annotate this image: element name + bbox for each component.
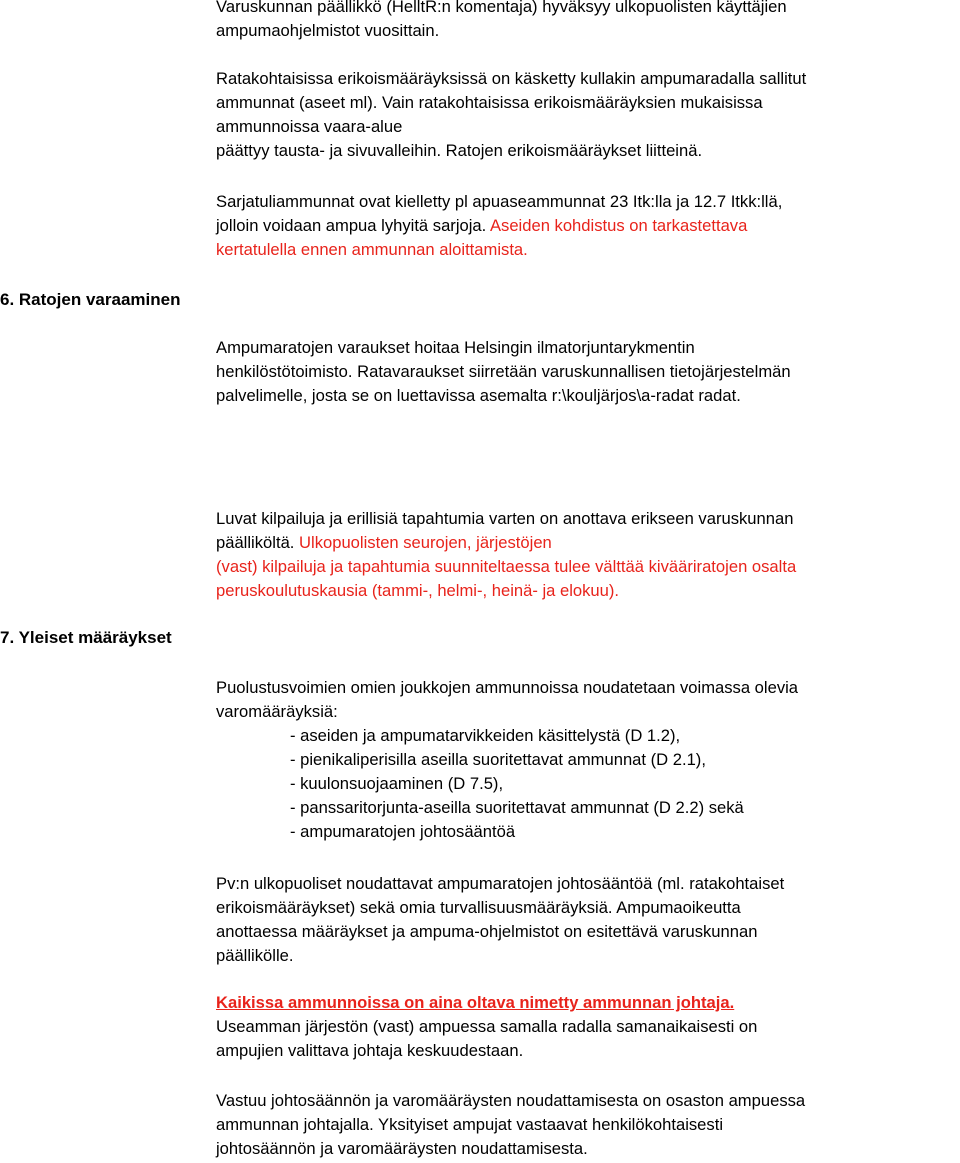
text-line: varomääräyksiä: (216, 702, 338, 721)
red-emphasis-text: Ulkopuolisten seurojen, järjestöjen (294, 533, 552, 552)
red-emphasis-text: peruskoulutuskausia (tammi-, helmi-, heinä- ja elokuu). (216, 581, 620, 600)
list-item: - panssaritorjunta-aseilla suoritettavat ammunnat (D 2.2) sekä (290, 798, 744, 817)
section-heading-ratojen-varaaminen: 6. Ratojen varaaminen (0, 290, 181, 309)
paragraph-varomaaraykset (216, 676, 956, 844)
red-emphasis-text: Aseiden kohdistus on tarkastettava (486, 216, 748, 235)
text-line: anottaessa määräykset ja ampuma-ohjelmistot on esitettävä varuskunnan (216, 922, 758, 941)
paragraph-kilpailuluvat (216, 507, 956, 603)
list-item: - pienikaliperisilla aseilla suoritettavat ammunnat (D 2.1), (290, 750, 706, 769)
text-segment: päälliköltä. (216, 533, 295, 552)
text-line: ampujien valittava johtaja keskuudestaan. (216, 1041, 524, 1060)
paragraph-vastuu (216, 1089, 956, 1161)
bold-red-emphasis-text: Kaikissa ammunnoissa on aina oltava nimetty ammunnan johtaja. (216, 993, 735, 1012)
text-line: johtosäännön ja varomääräysten noudattamisesta. (216, 1139, 588, 1158)
text-line: Puolustusvoimien omien joukkojen ammunnoissa noudatetaan voimassa olevia (216, 678, 799, 697)
text-line: Ratakohtaisissa erikoismääräyksissä on käsketty kullakin ampumaradalla sallitut (216, 69, 807, 88)
text-line: palvelimelle, josta se on luettavissa asemalta r:\kouljärjos\a-radat radat. (216, 386, 741, 405)
text-line: päättyy tausta- ja sivuvalleihin. Ratojen erikoismääräykset liitteinä. (216, 141, 703, 160)
text-line: henkilöstötoimisto. Ratavaraukset siirretään varuskunnallisen tietojärjestelmän (216, 362, 791, 381)
text-line: Luvat kilpailuja ja erillisiä tapahtumia varten on anottava erikseen varuskunnan (216, 509, 794, 528)
text-segment: jolloin voidaan ampua lyhyitä sarjoja. (216, 216, 487, 235)
text-line: ampumaohjelmistot vuosittain. (216, 21, 440, 40)
text-line: Pv:n ulkopuoliset noudattavat ampumaratojen johtosääntöä (ml. ratakohtaiset (216, 874, 785, 893)
red-emphasis-text: (vast) kilpailuja ja tapahtumia suunniteltaessa tulee välttää kivääriratojen osalta (216, 557, 797, 576)
paragraph-ampumaohjelmistot (216, 0, 956, 43)
paragraph-ratakohtaiset-maaraykset (216, 67, 956, 163)
text-line: päällikölle. (216, 946, 294, 965)
text-line: ammunnan johtajalla. Yksityiset ampujat vastaavat henkilökohtaisesti (216, 1115, 724, 1134)
text-line: Varuskunnan päällikkö (HelltR:n komentaja) hyväksyy ulkopuolisten käyttäjien (216, 0, 787, 16)
text-line (216, 214, 956, 238)
list-item: - kuulonsuojaaminen (D 7.5), (290, 774, 504, 793)
text-line: ammunnat (aseet ml). Vain ratakohtaisissa erikoismääräyksien mukaisissa (216, 93, 763, 112)
paragraph-ratavaraukset (216, 336, 956, 408)
section-heading-yleiset-maaraykset: 7. Yleiset määräykset (0, 628, 172, 647)
text-line: Useamman järjestön (vast) ampuessa samalla radalla samanaikaisesti on (216, 1017, 758, 1036)
text-line: ammunnoissa vaara-alue (216, 117, 403, 136)
paragraph-ulkopuoliset (216, 872, 956, 968)
red-emphasis-text: kertatulella ennen ammunnan aloittamista. (216, 240, 528, 259)
text-line: Vastuu johtosäännön ja varomääräysten noudattamisesta on osaston ampuessa (216, 1091, 806, 1110)
list-item: - ampumaratojen johtosääntöä (290, 822, 516, 841)
paragraph-sarjatuliammunnat (216, 190, 956, 262)
list-item: - aseiden ja ampumatarvikkeiden käsittelystä (D 1.2), (290, 726, 681, 745)
text-line: erikoismääräykset) sekä omia turvallisuusmääräyksiä. Ampumaoikeutta (216, 898, 741, 917)
text-line (216, 531, 956, 555)
text-line: Ampumaratojen varaukset hoitaa Helsingin ilmatorjuntarykmentin (216, 338, 695, 357)
paragraph-ammunnan-johtaja (216, 991, 956, 1063)
text-line: Sarjatuliammunnat ovat kielletty pl apuaseammunnat 23 Itk:lla ja 12.7 Itkk:llä, (216, 192, 783, 211)
